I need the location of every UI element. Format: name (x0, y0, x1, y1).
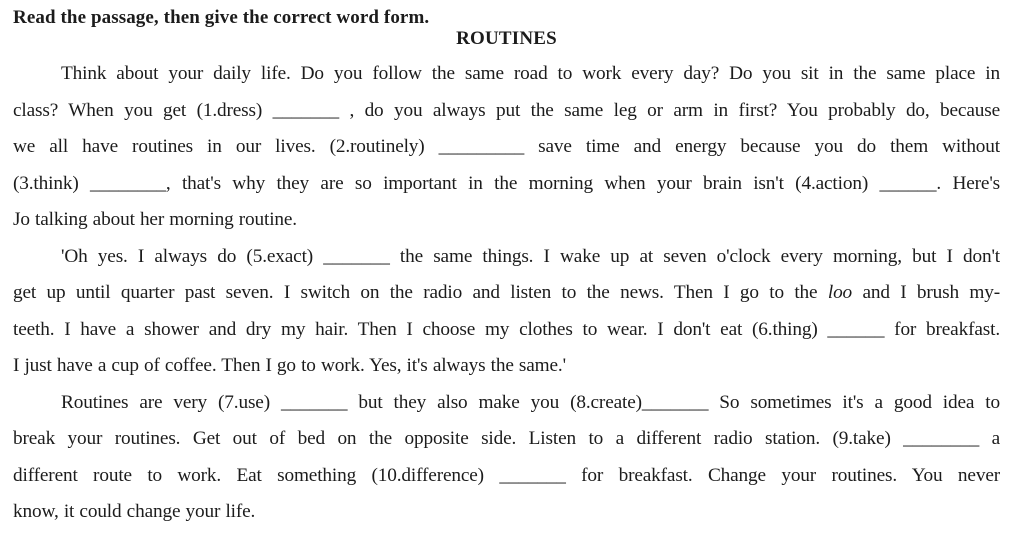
paragraph-2-line-2-italic: loo (827, 282, 853, 303)
paragraph-2-line-2-part-a: get up until quarter past seven. I switch on the radio and listen to the news. Then I go to the (13, 282, 818, 303)
paragraph-3-line-1: Routines are very (7.use) _______ but they also make you (8.create)_______ So sometimes it's a good idea to (61, 391, 1000, 413)
paragraph-3-line-2: break your routines. Get out of bed on the opposite side. Listen to a different radio station. (9.take) ________ a (13, 428, 1000, 449)
paragraph-3 (13, 385, 1000, 531)
instruction-text: Read the passage, then give the correct word form. (13, 7, 430, 28)
paragraph-1-line-2: class? When you get (1.dress) _______ , do you always put the same leg or arm in first? You probably do, because (13, 99, 1000, 121)
paragraph-3-line-4: know, it could change your life. (13, 501, 256, 522)
passage-title: ROUTINES (456, 28, 557, 49)
paragraph-2-line-3: teeth. I have a shower and dry my hair. Then I choose my clothes to wear. I don't eat (6.thing) ______ for breakfast. (13, 318, 1000, 340)
paragraph-1 (13, 56, 1000, 239)
paragraph-1-line-1: Think about your daily life. Do you follow the same road to work every day? Do you sit in the same place in (61, 63, 1000, 84)
paragraph-1-line-4: (3.think) ________, that's why they are so important in the morning when your brain isn't (4.action) ______. Here's (13, 172, 1000, 194)
paragraph-2-line-1: 'Oh yes. I always do (5.exact) _______ the same things. I wake up at seven o'clock every morning, but I don't (61, 245, 1000, 267)
paragraph-2-line-2 (13, 275, 1000, 312)
paragraph-3-line-3: different route to work. Eat something (10.difference) _______ for breakfast. Change your routines. You never (13, 464, 1000, 486)
paragraph-2-line-4: I just have a cup of coffee. Then I go to work. Yes, it's always the same.' (13, 355, 566, 376)
paragraph-1-line-5: Jo talking about her morning routine. (13, 209, 297, 230)
paragraph-1-line-3: we all have routines in our lives. (2.routinely) _________ save time and energy because you do them without (13, 136, 1000, 157)
paragraph-2 (13, 239, 1000, 385)
paragraph-2-line-2-part-b: and I brush my- (862, 282, 1000, 303)
